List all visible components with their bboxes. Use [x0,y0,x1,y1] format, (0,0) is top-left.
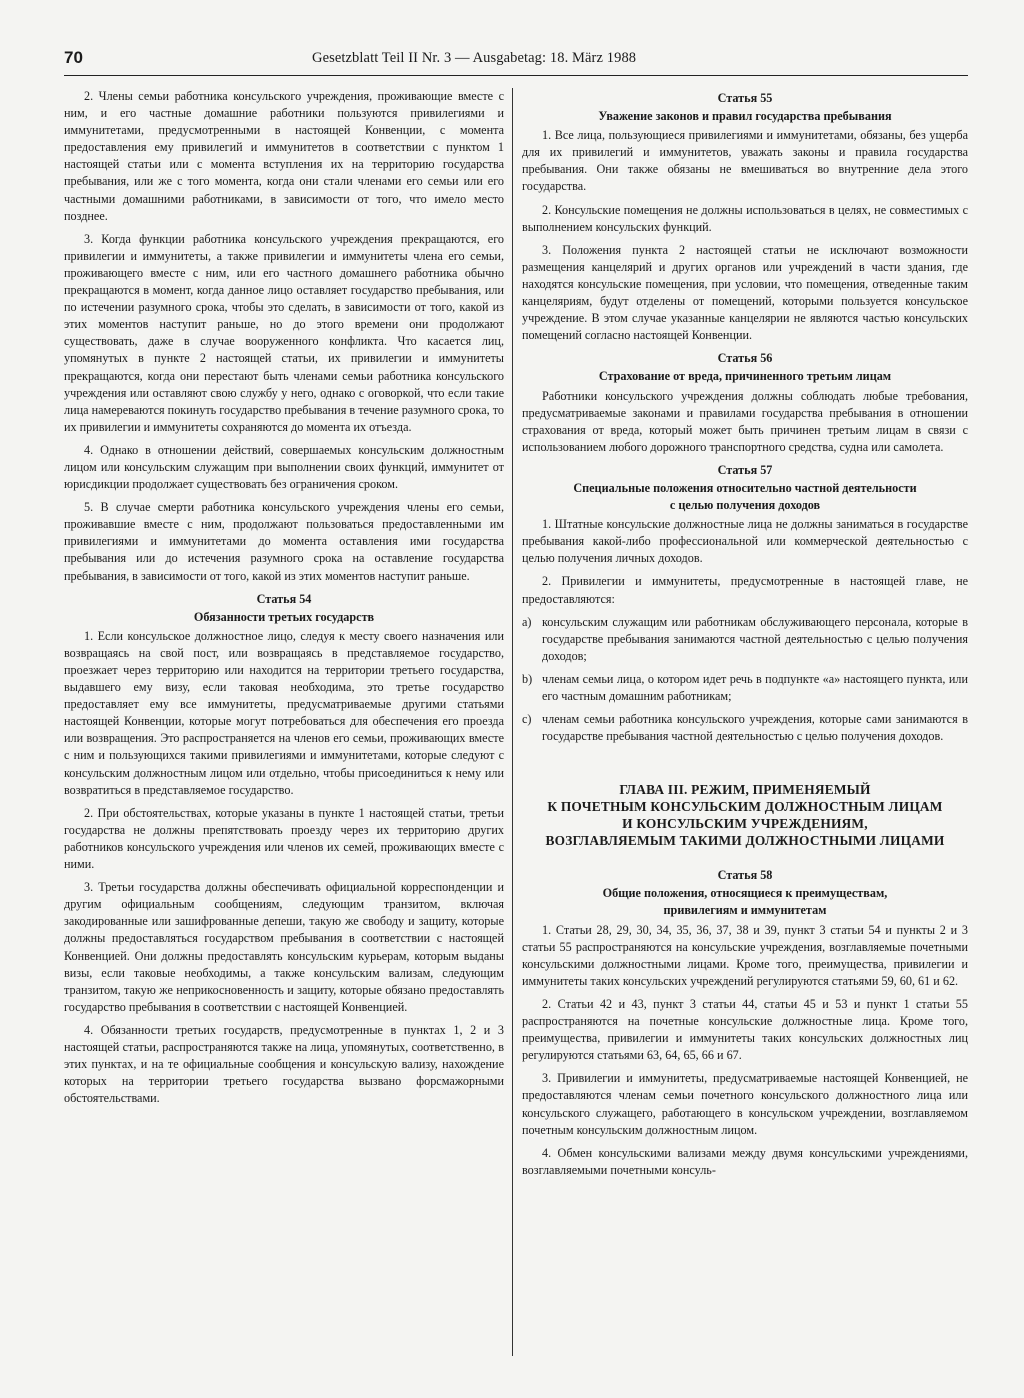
paragraph: 3. Когда функции работника консульского учреждения прекращаются, его привилегии и иммунитеты, а также привилегии и иммунитеты члена его семьи, проживающего вместе с ним, или его частного домашнего работника обычно прекращаются в момент, когда данное лицо оставляет государство пребывания, или по истечении разумного срока, чтобы это сделать, в зависимости от того, какой из этих моментов наступит раньше, но до этого времени они продолжают существовать, даже в случае вооруженного конфликта. Что касается лиц, упомянутых в пункте 2 настоящей статьи, их привилегии и иммунитеты прекращаются, когда они перестают быть членами семьи работника консульского учреждения или оставляют свою службу у него, однако с оговоркой, что если такие лица намереваются покинуть государство пребывания в течение разумного срока, то их привилегии и иммунитеты сохраняются до момента их отъезда. [64,231,504,434]
article-58-title-line: Общие положения, относящиеся к преимуществам, [602,886,888,901]
paragraph: 2. Консульские помещения не должны использоваться в целях, не совместимых с выполнением консульских функций. [522,202,968,234]
left-column [64,88,504,1113]
paragraph: 2. Члены семьи работника консульского учреждения, проживающие вместе с ним, и его частные домашние работники пользуются привилегиями и иммунитетами, предусмотренными в настоящей Конвенции, с момента предоставления ему привилегий и иммунитетов в соответствии с пунктом 1 настоящей статьи или с момента вступления их на территорию государства пребывания, или же с того момента, когда они стали членами его семьи или его частными домашними работниками, в зависимости от того, что имело место позднее. [64,89,504,223]
article-58-title-line: привилегиям и иммунитетам [663,903,827,918]
paragraph: Работники консульского учреждения должны соблюдать любые требования, предусматриваемые законами и правилами государства пребывания в отношении страхования от вреда, который может быть причинен третьим лицам в связи с использованием любого дорожного транспортного средства, судна или самолета. [522,388,968,454]
list-marker: b) [522,671,533,686]
article-57-number: Статья 57 [717,462,773,477]
paragraph: 3. Положения пункта 2 настоящей статьи не исключают возможности размещения канцелярий и других органов или учреждений в части здания, где находятся консульские помещения, при условии, что помещения, отведенные таким канцеляриям, будут отделены от помещений, которыми пользуется консульское учреждение. В этом случае указанные канцелярии не являются частью консульских помещений согласно настоящей Конвенции. [522,242,968,343]
article-58-number: Статья 58 [717,868,773,883]
chapter-heading-line: И КОНСУЛЬСКИМ УЧРЕЖДЕНИЯМ, [622,816,868,832]
article-56-title: Страхование от вреда, причиненного третьим лицам [598,369,892,384]
list-marker: a) [522,614,532,629]
paragraph: 1. Статьи 28, 29, 30, 34, 35, 36, 37, 38 и 39, пункт 3 статьи 54 и пункты 2 и 3 статьи 55 распространяются на консульские учреждения, возглавляемые почетными консульскими должностными лицами. Кроме того, преимущества, привилегии и иммунитеты таких консульских учреждений регулируются статьями 59, 60, 61 и 62. [522,922,968,988]
chapter-heading [522,781,968,849]
paragraph: 4. Однако в отношении действий, совершаемых консульским должностным лицом или консульским служащим при выполнении своих функций, иммунитет от юрисдикции продолжает существовать без ограничения сроком. [64,442,504,492]
chapter-heading-line: ГЛАВА III. РЕЖИМ, ПРИМЕНЯЕМЫЙ [619,782,871,798]
paragraph: 3. Третьи государства должны обеспечивать официальной корреспонденции и другим официальным сообщениям, следующим транзитом, включая закодированные или зашифрованные депеши, такую же свободу и защиту, которые должны предоставляться государством пребывания в соответствии с настоящей Конвенцией. Они должны предоставлять консульским курьерам, которым выданы визы, если таковые необходимы, а также консульским вализам, следующим транзитом, такую же неприкосновенность и защиту, которые обязано предоставлять государство пребывания в соответствии с настоящей Конвенцией. [64,880,504,1014]
article-55-title: Уважение законов и правил государства пребывания [598,109,892,124]
paragraph: 2. При обстоятельствах, которые указаны в пункте 1 настоящей статьи, третьи государства не должны препятствовать проезду через их территорию других работников консульского учреждения или членов их семей, проживающих вместе с ними. [64,805,504,872]
list-item [522,614,968,665]
list-item [522,671,968,705]
paragraph: 5. В случае смерти работника консульского учреждения члены его семьи, проживавшие вместе с ним, продолжают пользоваться предоставленными им привилегиями и иммунитетами до момента оставления ими государства пребывания или до истечения разумного срока на оставление государства пребывания, в зависимости от того, какой из этих моментов наступит раньше. [64,500,504,583]
article-57-title-line: Специальные положения относительно частной деятельности [573,480,917,495]
list-item-text: членам семьи работника консульского учреждения, которые сами занимаются в государстве пребывания частной деятельностью с целью получения доходов. [542,712,968,744]
paragraph: 4. Обязанности третьих государств, предусмотренные в пунктах 1, 2 и 3 настоящей статьи, распространяются также на лица, упомянутых, соответственно, в этих пунктах, и на те официальные сообщения и консульскую вализу, нахождение которых на территории третьего государства вызвано форсмажорными обстоятельствами. [64,1022,504,1106]
paragraph: 1. Штатные консульские должностные лица не должны заниматься в государстве пребывания какой-либо профессиональной или коммерческой деятельностью с целью получения личных доходов. [522,517,968,566]
list-item-text: консульским служащим или работникам обслуживающего персонала, которые в государстве пребывания занимаются частной деятельностью с целью получения доходов; [542,614,968,663]
article-55-number: Статья 55 [717,91,773,105]
paragraph: 2. Привилегии и иммунитеты, предусмотренные в настоящей главе, не предоставляются: [522,574,968,606]
running-head: Gesetzblatt Teil II Nr. 3 — Ausgabetag: 18. März 1988 [312,50,637,66]
article-57-title [522,480,968,514]
paragraph: 3. Привилегии и иммунитеты, предусматриваемые настоящей Конвенцией, не предоставляются членам семьи почетного консульского должностного лица или консульского служащего, работающего в консульском учреждении, возглавляемом почетным консульским должностным лицом. [522,1071,968,1137]
page-number: 70 [64,48,83,67]
list-marker: c) [522,712,532,727]
chapter-heading-line: ВОЗГЛАВЛЯЕМЫМ ТАКИМИ ДОЛЖНОСТНЫМИ ЛИЦАМИ [545,833,945,849]
column-divider [512,88,513,1356]
header-rule [64,75,968,76]
article-57-title-line: с целью получения доходов [669,498,821,513]
paragraph: 4. Обмен консульскими вализами между двумя консульскими учреждениями, возглавляемыми почетными консуль- [522,1145,968,1177]
paragraph: 1. Если консульское должностное лицо, следуя к месту своего назначения или возвращаясь на свой пост, или возвращаясь в представляемое государство, проезжает через территорию или находится на территории третьего государства, выдавшего ему визу, если таковая необходима, это третье государство предоставляет ему все иммунитеты, предусматриваемые другими статьями настоящей Конвенции, которые могут потребоваться для обеспечения его проезда или возвращения. Это распространяется на членов его семьи, проживающих вместе с ним и пользующихся такими привилегиями и иммунитетами, которые следуют с консульским должностным лицом или отдельно, чтобы присоединиться к нему или возвратиться в представляемое государство. [64,628,504,797]
right-column [522,88,968,1185]
article-58-title [522,885,968,919]
paragraph: 1. Все лица, пользующиеся привилегиями и иммунитетами, обязаны, без ущерба для их привилегий и иммунитетов, уважать законы и правила государства пребывания. Они также обязаны не вмешиваться во внутренние дела этого государства. [522,128,968,194]
list-item-text: членам семьи лица, о котором идет речь в подпункте «а» настоящего пункта, или его частным домашним работникам; [542,671,968,703]
article-54-title: Обязанности третьих государств [193,609,375,624]
article-54-number: Статья 54 [256,591,312,606]
paragraph: 2. Статьи 42 и 43, пункт 3 статьи 44, статьи 45 и 53 и пункт 1 статьи 55 распространяются на почетные консульские должностные лица. Кроме того, преимущества, привилегии и иммунитеты таких консульских должностных лиц регулируются статьями 63, 64, 65, 66 и 67. [522,996,968,1063]
list-item [522,711,968,745]
chapter-heading-line: К ПОЧЕТНЫМ КОНСУЛЬСКИМ ДОЛЖНОСТНЫМ ЛИЦАМ [547,799,943,815]
page-header [64,48,968,72]
article-56-number: Статья 56 [717,351,773,366]
